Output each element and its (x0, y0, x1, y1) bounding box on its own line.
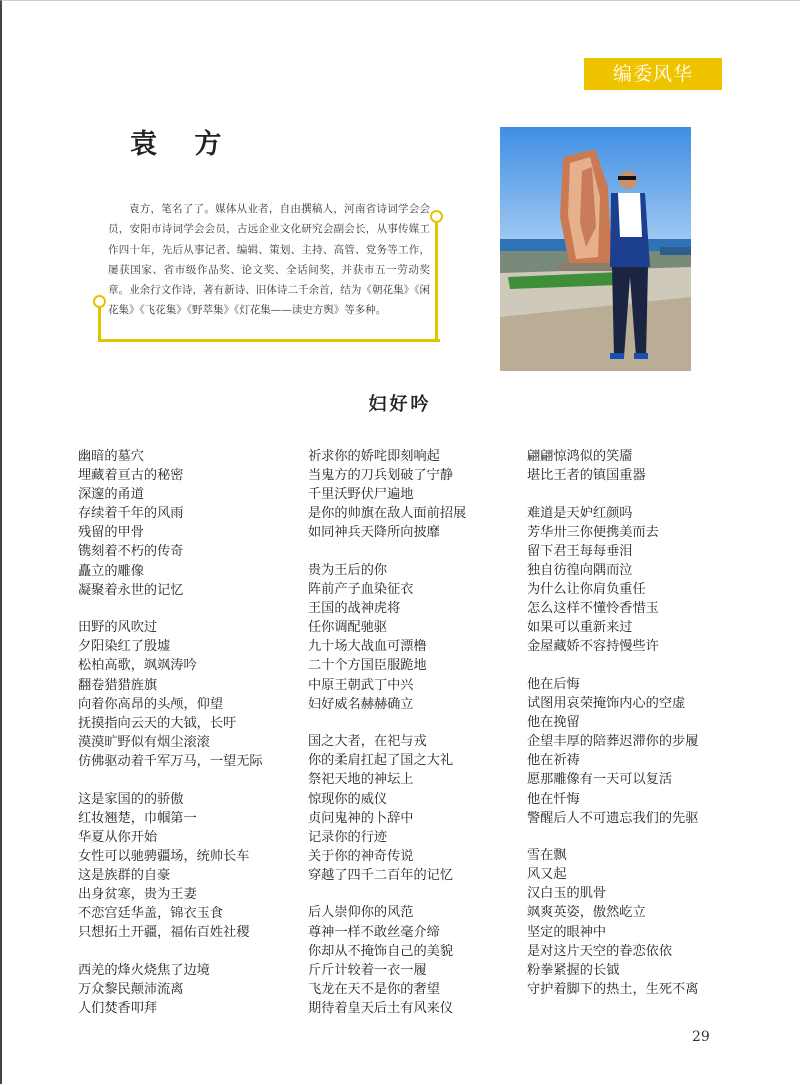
poem-line: 雪在飘 (527, 848, 567, 864)
poem-line: 他在挽留 (527, 715, 580, 731)
poem-line: 关于你的神奇传说 (308, 848, 414, 864)
poem-line: 田野的风吹过 (78, 620, 158, 636)
poem-line: 堪比王者的镇国重器 (527, 468, 646, 484)
poem-line: 九十场大战血可漂橹 (308, 639, 427, 655)
poem-line: 守护着脚下的热土，生死不离 (527, 981, 699, 997)
poem-title: 妇好吟 (368, 394, 432, 415)
poem-stanza (527, 504, 727, 657)
poem-line: 后人崇仰你的风范 (308, 905, 414, 921)
poem-line: 汉白玉的肌骨 (527, 886, 607, 902)
poem-line: 是你的帅旗在敌人面前招展 (308, 506, 467, 522)
poem-line: 这是族群的自豪 (78, 867, 171, 883)
poem-line: 夕阳染红了殷墟 (78, 639, 171, 655)
poem-line: 飒爽英姿，傲然屹立 (527, 905, 646, 921)
poem-line: 飞龙在天不是你的奢望 (308, 981, 440, 997)
poem-column-2 (308, 447, 520, 1037)
poem-line: 记录你的行迹 (308, 829, 388, 845)
poem-line: 万众黎民颠沛流离 (78, 981, 184, 997)
poem-line: 松柏高歌，飒飒涛吟 (78, 658, 197, 674)
frame-dot-top-right (430, 210, 443, 223)
poem-line: 金屋藏娇不容持慢些许 (527, 639, 659, 655)
poem-line: 期待着皇天后土有风来仪 (308, 1000, 454, 1016)
poem-line: 如果可以重新来过 (527, 620, 633, 636)
poem-line: 西羌的烽火烧焦了边境 (78, 962, 210, 978)
poem-line: 存续着千年的风雨 (78, 506, 184, 522)
poem-line: 留下君王每每垂泪 (527, 543, 633, 559)
poem-column-1 (78, 447, 290, 1037)
poem-stanza (527, 447, 727, 485)
poem-column-3 (527, 447, 727, 1017)
poem-line: 试图用哀荣掩饰内心的空虚 (527, 696, 686, 712)
poem-line: 坚定的眼神中 (527, 924, 607, 940)
poem-line: 只想拓土开疆，福佑百姓社稷 (78, 925, 250, 941)
poem-line: 抚摸指向云天的大钺，长吁 (78, 715, 237, 731)
poem-line: 阵前产子血染征衣 (308, 582, 414, 598)
poem-line: 中原王朝武丁中兴 (308, 677, 414, 693)
poem-line: 翻卷猎猎旌旗 (78, 677, 158, 693)
poem-stanza (527, 675, 727, 828)
poem-line: 斤斤计较着一衣一履 (308, 962, 427, 978)
poem-line: 红妆翘楚，巾帼第一 (78, 810, 197, 826)
poem-line: 他在后悔 (527, 676, 580, 692)
poem-line: 女性可以驰骋疆场，统帅长车 (78, 848, 250, 864)
poem-line: 仿佛驱动着千军万马，一望无际 (78, 753, 263, 769)
poem-stanza (78, 618, 290, 771)
poem-line: 这是家国的的骄傲 (78, 791, 184, 807)
frame-line-left (98, 304, 101, 342)
poem-line: 祭祀天地的神坛上 (308, 772, 414, 788)
poem-line: 惊现你的威仪 (308, 791, 388, 807)
poem-line: 粉拳紧握的长钺 (527, 962, 620, 978)
poem-line: 你的柔肩扛起了国之大礼 (308, 753, 454, 769)
poem-line: 企望丰厚的陪葬迟滞你的步履 (527, 734, 699, 750)
poem-line: 穿越了四千二百年的记忆 (308, 867, 454, 883)
poem-line: 贞问鬼神的卜辞中 (308, 810, 414, 826)
poem-line: 埋藏着亘古的秘密 (78, 468, 184, 484)
poem-line: 为什么让你肩负重任 (527, 582, 646, 598)
poem-line: 镌刻着不朽的传奇 (78, 544, 184, 560)
poem-line: 如同神兵天降所向披靡 (308, 525, 440, 541)
poem-line: 任你调配驰驱 (308, 620, 388, 636)
poem-line: 怎么这样不懂怜香惜玉 (527, 601, 659, 617)
author-name: 袁 方 (130, 129, 236, 160)
poem-line: 贵为王后的你 (308, 562, 388, 578)
poem-line: 人们焚香叩拜 (78, 1000, 158, 1016)
frame-dot-bottom-left (93, 295, 106, 308)
poem-line: 不恋宫廷华盖，锦衣玉食 (78, 906, 224, 922)
poem-line: 华夏从你开始 (78, 829, 158, 845)
poem-stanza (78, 790, 290, 943)
poem-stanza (308, 447, 520, 542)
poem-stanza (527, 846, 727, 999)
poem-line: 风又起 (527, 867, 567, 883)
poem-line: 王国的战神虎将 (308, 601, 401, 617)
poem-line: 芳华卅三你便携美而去 (527, 524, 659, 540)
poem-line: 出身贫寒，贵为王妻 (78, 886, 197, 902)
frame-line-bottom (98, 339, 440, 342)
poem-line: 他在祈祷 (527, 753, 580, 769)
frame-line-right (435, 220, 438, 342)
poem-line: 独自彷徨向隅而泣 (527, 562, 633, 578)
poem-line: 国之大者，在祀与戎 (308, 734, 427, 750)
poem-stanza (308, 561, 520, 714)
poem-line: 深邃的甬道 (78, 487, 144, 503)
poem-stanza (308, 903, 520, 1018)
poem-line: 警醒后人不可遗忘我们的先驱 (527, 810, 699, 826)
poem-line: 尊神一样不敢丝毫介缔 (308, 924, 440, 940)
poem-line: 二十个方国臣服跪地 (308, 658, 427, 674)
poem-line: 凝聚着永世的记忆 (78, 582, 184, 598)
poem-line: 你却从不掩饰自己的美貌 (308, 943, 454, 959)
poem-stanza (78, 447, 290, 600)
poem-line: 残留的甲骨 (78, 525, 144, 541)
poem-line: 当鬼方的刀兵划破了宁静 (308, 468, 454, 484)
poem-stanza (308, 732, 520, 885)
poem-line: 难道是天妒红颜吗 (527, 505, 633, 521)
page-number: 29 (692, 1029, 710, 1045)
poem-line: 妇好威名赫赫确立 (308, 696, 414, 712)
author-bio: 袁方，笔名了了。媒体从业者，自由撰稿人，河南省诗词学会会员，安阳市诗词学会会员，古远企业文化研究会副会长，从事传媒工作四十年，先后从事记者、编辑、策划、主持、高管、党务等工作，屡获国家、省市级作品奖、论文奖、全话间奖，并获市五一劳动奖章。业余行文作诗，著有新诗、旧体诗二千余首，结为《朝花集》《闲花集》《飞花集》《野萃集》《灯花集——读史方舆》等多种。 (108, 203, 430, 317)
poem-stanza (78, 961, 290, 1018)
poem-line: 幽暗的墓穴 (78, 449, 144, 464)
section-tag: 编委风华 (584, 58, 722, 90)
poem-line: 漠漠旷野似有烟尘滚滚 (78, 734, 210, 750)
poem-line: 千里沃野伏尸遍地 (308, 487, 414, 503)
poem-line: 翩翩惊鸿似的笑靥 (527, 449, 633, 464)
poem-line: 是对这片天空的眷恋依依 (527, 943, 673, 959)
poem-line: 他在忏悔 (527, 791, 580, 807)
poem-line: 祈求你的娇咤即刻响起 (308, 449, 440, 464)
poem-line: 矗立的雕像 (78, 563, 144, 579)
poem-line: 向着你高昂的头颅，仰望 (78, 696, 224, 712)
poem-line: 愿那雕像有一天可以复活 (527, 772, 673, 788)
author-photo (500, 127, 691, 371)
